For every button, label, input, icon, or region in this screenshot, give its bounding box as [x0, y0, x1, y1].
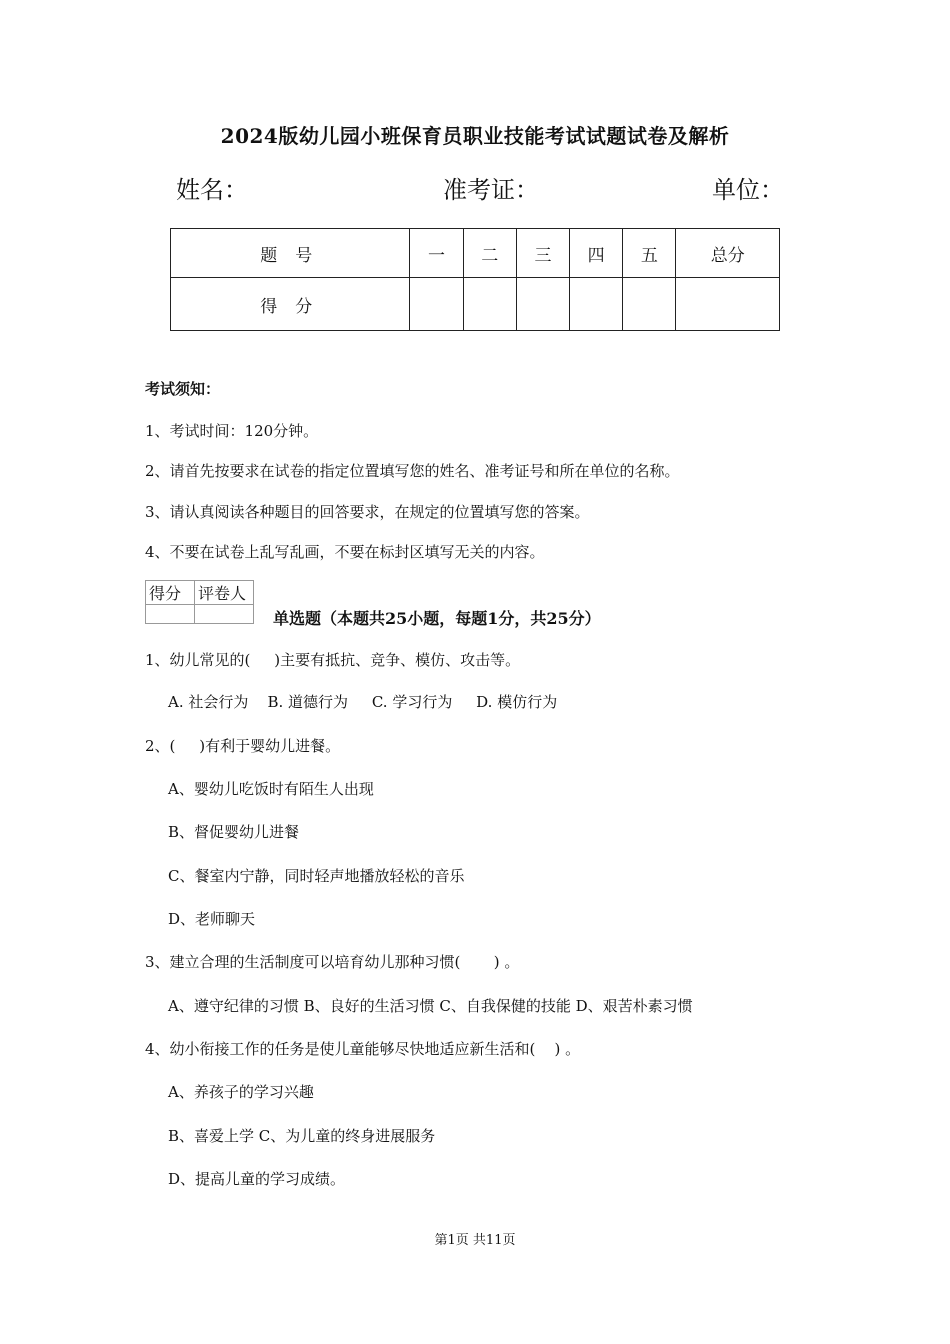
- question-4-option-d: D、提高儿童的学习成绩。: [168, 1170, 346, 1188]
- notice-item-3: 3、请认真阅读各种题目的回答要求，在规定的位置填写您的答案。: [145, 503, 590, 521]
- question-1: 1、幼儿常见的( )主要有抵抗、竞争、模仿、攻击等。: [145, 651, 521, 669]
- question-3: 3、建立合理的生活制度可以培育幼儿那种习惯( ) 。: [145, 953, 520, 971]
- score-table-col-5: 五: [623, 229, 676, 278]
- score-cell-3[interactable]: [516, 278, 569, 331]
- question-2-option-d: D、老师聊天: [168, 910, 256, 928]
- page-title: 2024版幼儿园小班保育员职业技能考试试题试卷及解析: [220, 124, 730, 148]
- grader-table: [145, 580, 254, 624]
- score-cell-1[interactable]: [410, 278, 463, 331]
- question-2-option-a: A、婴幼儿吃饭时有陌生人出现: [168, 780, 374, 798]
- question-1-options: A. 社会行为 B. 道德行为 C. 学习行为 D. 模仿行为: [168, 693, 558, 711]
- unit-field-label: 单位：: [712, 176, 784, 204]
- score-table-col-4: 四: [570, 229, 623, 278]
- score-cell-total[interactable]: [676, 278, 780, 331]
- score-table-header-row: [171, 229, 780, 278]
- score-cell-5[interactable]: [623, 278, 676, 331]
- grader-name-cell[interactable]: [195, 605, 254, 624]
- grader-score-label: 得分: [146, 581, 195, 605]
- score-table-col-3: 三: [516, 229, 569, 278]
- question-4-option-bc: B、喜爱上学 C、为儿童的终身进展服务: [168, 1127, 436, 1145]
- score-table-score-label: 得分: [171, 278, 410, 331]
- exam-number-field-label: 准考证：: [443, 176, 539, 204]
- section-heading: 单选题（本题共25小题，每题1分，共25分）: [273, 609, 601, 628]
- question-4-option-a: A、养孩子的学习兴趣: [168, 1083, 314, 1101]
- grader-table-header-row: [146, 581, 254, 605]
- question-2-option-b: B、督促婴幼儿进餐: [168, 823, 300, 841]
- page-footer: 第1页 共11页: [434, 1233, 516, 1248]
- grader-score-cell[interactable]: [146, 605, 195, 624]
- notice-item-4: 4、不要在试卷上乱写乱画，不要在标封区填写无关的内容。: [145, 543, 545, 561]
- score-table-score-row: [171, 278, 780, 331]
- score-table-col-1: 一: [410, 229, 463, 278]
- question-3-options: A、遵守纪律的习惯 B、良好的生活习惯 C、自我保健的技能 D、艰苦朴素习惯: [168, 997, 693, 1015]
- notice-title: 考试须知：: [145, 380, 221, 398]
- grader-name-label: 评卷人: [195, 581, 254, 605]
- score-table: [170, 228, 780, 331]
- score-table-col-total: 总分: [676, 229, 780, 278]
- question-2: 2、( )有利于婴幼儿进餐。: [145, 737, 341, 755]
- notice-item-2: 2、请首先按要求在试卷的指定位置填写您的姓名、准考证号和所在单位的名称。: [145, 462, 680, 480]
- score-cell-4[interactable]: [570, 278, 623, 331]
- score-table-header-label: 题号: [171, 229, 410, 278]
- score-cell-2[interactable]: [463, 278, 516, 331]
- notice-item-1: 1、考试时间：120分钟。: [145, 422, 319, 440]
- grader-table-blank-row: [146, 605, 254, 624]
- score-table-col-2: 二: [463, 229, 516, 278]
- name-field-label: 姓名：: [176, 176, 248, 204]
- question-4: 4、幼小衔接工作的任务是使儿童能够尽快地适应新生活和( ) 。: [145, 1040, 581, 1058]
- question-2-option-c: C、餐室内宁静，同时轻声地播放轻松的音乐: [168, 867, 465, 885]
